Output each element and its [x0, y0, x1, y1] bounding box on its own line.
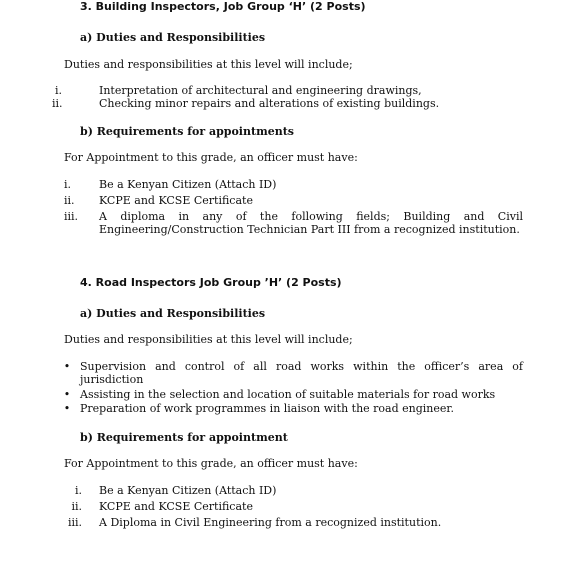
section-3-requirements-intro: For Appointment to this grade, an officer must have:: [64, 151, 358, 164]
list-number: ii.: [64, 194, 75, 207]
section-3-duties-intro: Duties and responsibilities at this level will include;: [64, 58, 353, 71]
list-number: ii.: [71, 500, 82, 513]
section-3-duties-heading: a) Duties and Responsibilities: [80, 31, 266, 44]
section-3-requirements-heading: b) Requirements for appointments: [80, 125, 294, 138]
section-4-heading: 4. Road Inspectors Job Group ’H’ (2 Posts): [80, 276, 342, 289]
list-item: KCPE and KCSE Certificate: [99, 500, 253, 513]
section-4-requirements-heading: b) Requirements for appointment: [80, 431, 288, 444]
list-number: iii.: [67, 516, 82, 529]
list-item: Assisting in the selection and location of suitable materials for road works: [80, 388, 496, 401]
section-3-heading: 3. Building Inspectors, Job Group ‘H’ (2 Posts): [80, 0, 366, 13]
bullet-icon: •: [63, 402, 71, 415]
list-item: A diploma in any of the following fields; Building and Civil Engineering/Construction Technician Part III from a recognized institution.: [99, 210, 523, 236]
list-item: KCPE and KCSE Certificate: [99, 194, 253, 207]
list-number: iii.: [64, 210, 79, 223]
list-item: A Diploma in Civil Engineering from a recognized institution.: [99, 516, 442, 529]
section-4-duties-intro: Duties and responsibilities at this level will include;: [64, 333, 353, 346]
list-number: i.: [64, 178, 72, 191]
bullet-icon: •: [63, 360, 71, 373]
list-item: Be a Kenyan Citizen (Attach ID): [99, 484, 277, 497]
list-item: Checking minor repairs and alterations of existing buildings.: [99, 97, 440, 110]
list-item: Preparation of work programmes in liaison with the road engineer.: [80, 402, 454, 415]
list-number: ii.: [52, 97, 63, 110]
list-number: i.: [55, 84, 63, 97]
section-4-duties-heading: a) Duties and Responsibilities: [80, 307, 266, 320]
bullet-icon: •: [63, 388, 71, 401]
list-number: i.: [74, 484, 82, 497]
list-item: Interpretation of architectural and engineering drawings,: [99, 84, 422, 97]
list-item: Supervision and control of all road works within the officer’s area of jurisdiction: [80, 360, 523, 386]
list-item: Be a Kenyan Citizen (Attach ID): [99, 178, 277, 191]
section-4-requirements-intro: For Appointment to this grade, an officer must have:: [64, 457, 358, 470]
